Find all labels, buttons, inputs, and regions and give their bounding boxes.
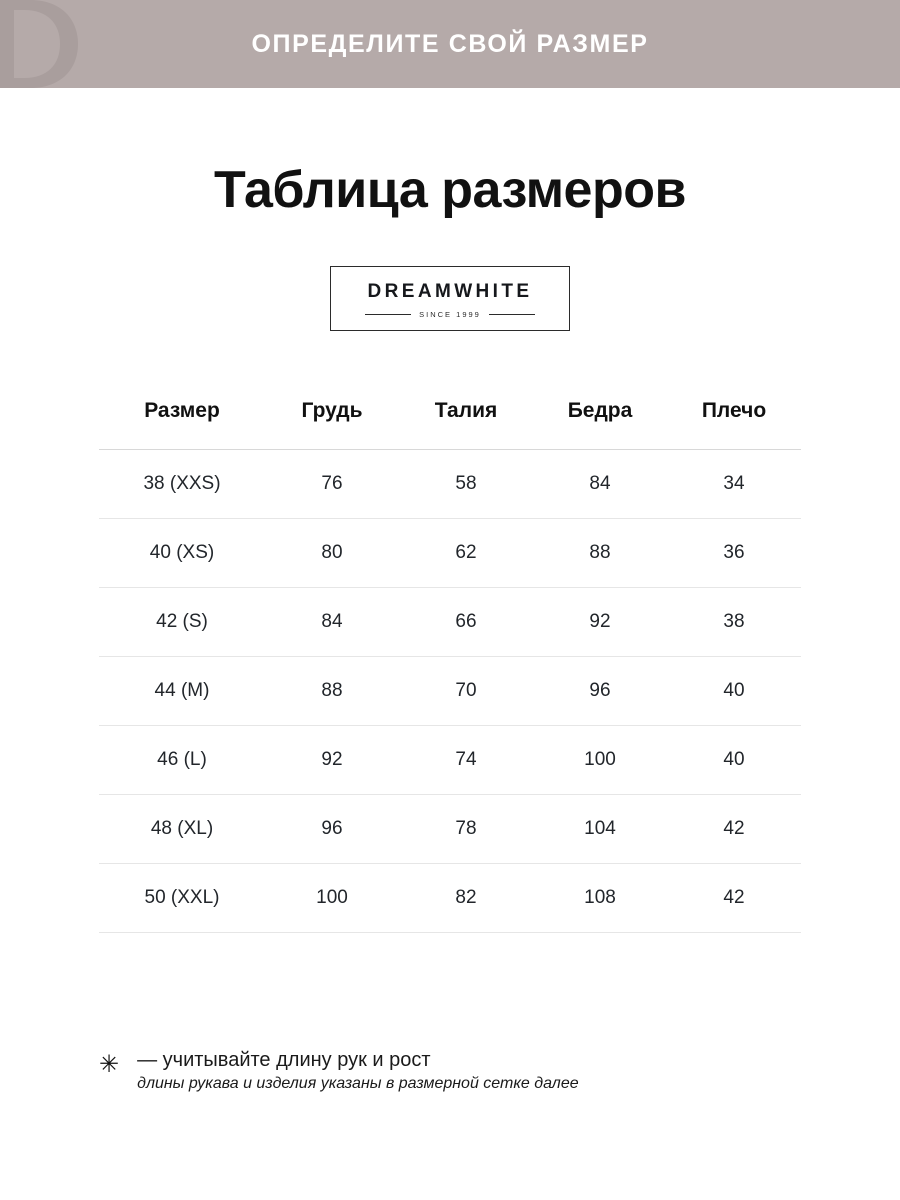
footnote-text bbox=[137, 1049, 579, 1093]
cell-chest: 100 bbox=[265, 864, 399, 933]
table-row bbox=[99, 795, 801, 864]
cell-chest: 92 bbox=[265, 726, 399, 795]
cell-shoulder: 38 bbox=[667, 588, 801, 657]
cell-shoulder: 42 bbox=[667, 795, 801, 864]
table-row bbox=[99, 726, 801, 795]
table-row bbox=[99, 450, 801, 519]
cell-hips: 88 bbox=[533, 519, 667, 588]
cell-waist: 70 bbox=[399, 657, 533, 726]
cell-waist: 82 bbox=[399, 864, 533, 933]
table-row bbox=[99, 657, 801, 726]
table-row bbox=[99, 519, 801, 588]
cell-size: 46 (L) bbox=[99, 726, 265, 795]
cell-size: 38 (XXS) bbox=[99, 450, 265, 519]
cell-hips: 96 bbox=[533, 657, 667, 726]
cell-waist: 78 bbox=[399, 795, 533, 864]
cell-size: 44 (M) bbox=[99, 657, 265, 726]
top-banner bbox=[0, 0, 900, 88]
footnote-line-2: длины рукава и изделия указаны в размерной сетке далее bbox=[137, 1075, 579, 1092]
cell-size: 48 (XL) bbox=[99, 795, 265, 864]
column-header-chest: Грудь bbox=[265, 399, 399, 450]
cell-size: 42 (S) bbox=[99, 588, 265, 657]
cell-hips: 92 bbox=[533, 588, 667, 657]
cell-shoulder: 34 bbox=[667, 450, 801, 519]
cell-chest: 96 bbox=[265, 795, 399, 864]
footnote-line-1: — учитывайте длину рук и рост bbox=[137, 1049, 431, 1071]
column-header-waist: Талия bbox=[399, 399, 533, 450]
cell-chest: 88 bbox=[265, 657, 399, 726]
banner-title: ОПРЕДЕЛИТЕ СВОЙ РАЗМЕР bbox=[251, 29, 649, 58]
asterisk-icon: ✳ bbox=[99, 1051, 120, 1078]
size-table-head bbox=[99, 399, 801, 450]
size-table-wrap bbox=[99, 399, 801, 933]
cell-shoulder: 40 bbox=[667, 657, 801, 726]
table-header-row bbox=[99, 399, 801, 450]
brand-logo-block bbox=[0, 266, 900, 331]
cell-waist: 62 bbox=[399, 519, 533, 588]
cell-chest: 76 bbox=[265, 450, 399, 519]
cell-chest: 80 bbox=[265, 519, 399, 588]
table-row bbox=[99, 864, 801, 933]
dreamwhite-d-monogram-icon bbox=[0, 0, 95, 88]
brand-rule-right bbox=[489, 314, 535, 315]
brand-since: SINCE 1999 bbox=[419, 310, 481, 319]
cell-shoulder: 36 bbox=[667, 519, 801, 588]
cell-shoulder: 42 bbox=[667, 864, 801, 933]
cell-waist: 58 bbox=[399, 450, 533, 519]
cell-chest: 84 bbox=[265, 588, 399, 657]
size-table bbox=[99, 399, 801, 933]
cell-waist: 74 bbox=[399, 726, 533, 795]
brand-box bbox=[330, 266, 570, 331]
cell-hips: 84 bbox=[533, 450, 667, 519]
table-row bbox=[99, 588, 801, 657]
cell-size: 40 (XS) bbox=[99, 519, 265, 588]
cell-shoulder: 40 bbox=[667, 726, 801, 795]
footnote bbox=[99, 1049, 801, 1093]
brand-rule-left bbox=[365, 314, 411, 315]
cell-hips: 104 bbox=[533, 795, 667, 864]
cell-size: 50 (XXL) bbox=[99, 864, 265, 933]
cell-hips: 100 bbox=[533, 726, 667, 795]
page-title: Таблица размеров bbox=[214, 161, 686, 219]
brand-since-row bbox=[365, 310, 535, 319]
size-table-body bbox=[99, 450, 801, 933]
brand-name: DREAMWHITE bbox=[367, 281, 533, 302]
column-header-hips: Бедра bbox=[533, 399, 667, 450]
column-header-size: Размер bbox=[99, 399, 265, 450]
cell-waist: 66 bbox=[399, 588, 533, 657]
column-header-shoulder: Плечо bbox=[667, 399, 801, 450]
cell-hips: 108 bbox=[533, 864, 667, 933]
